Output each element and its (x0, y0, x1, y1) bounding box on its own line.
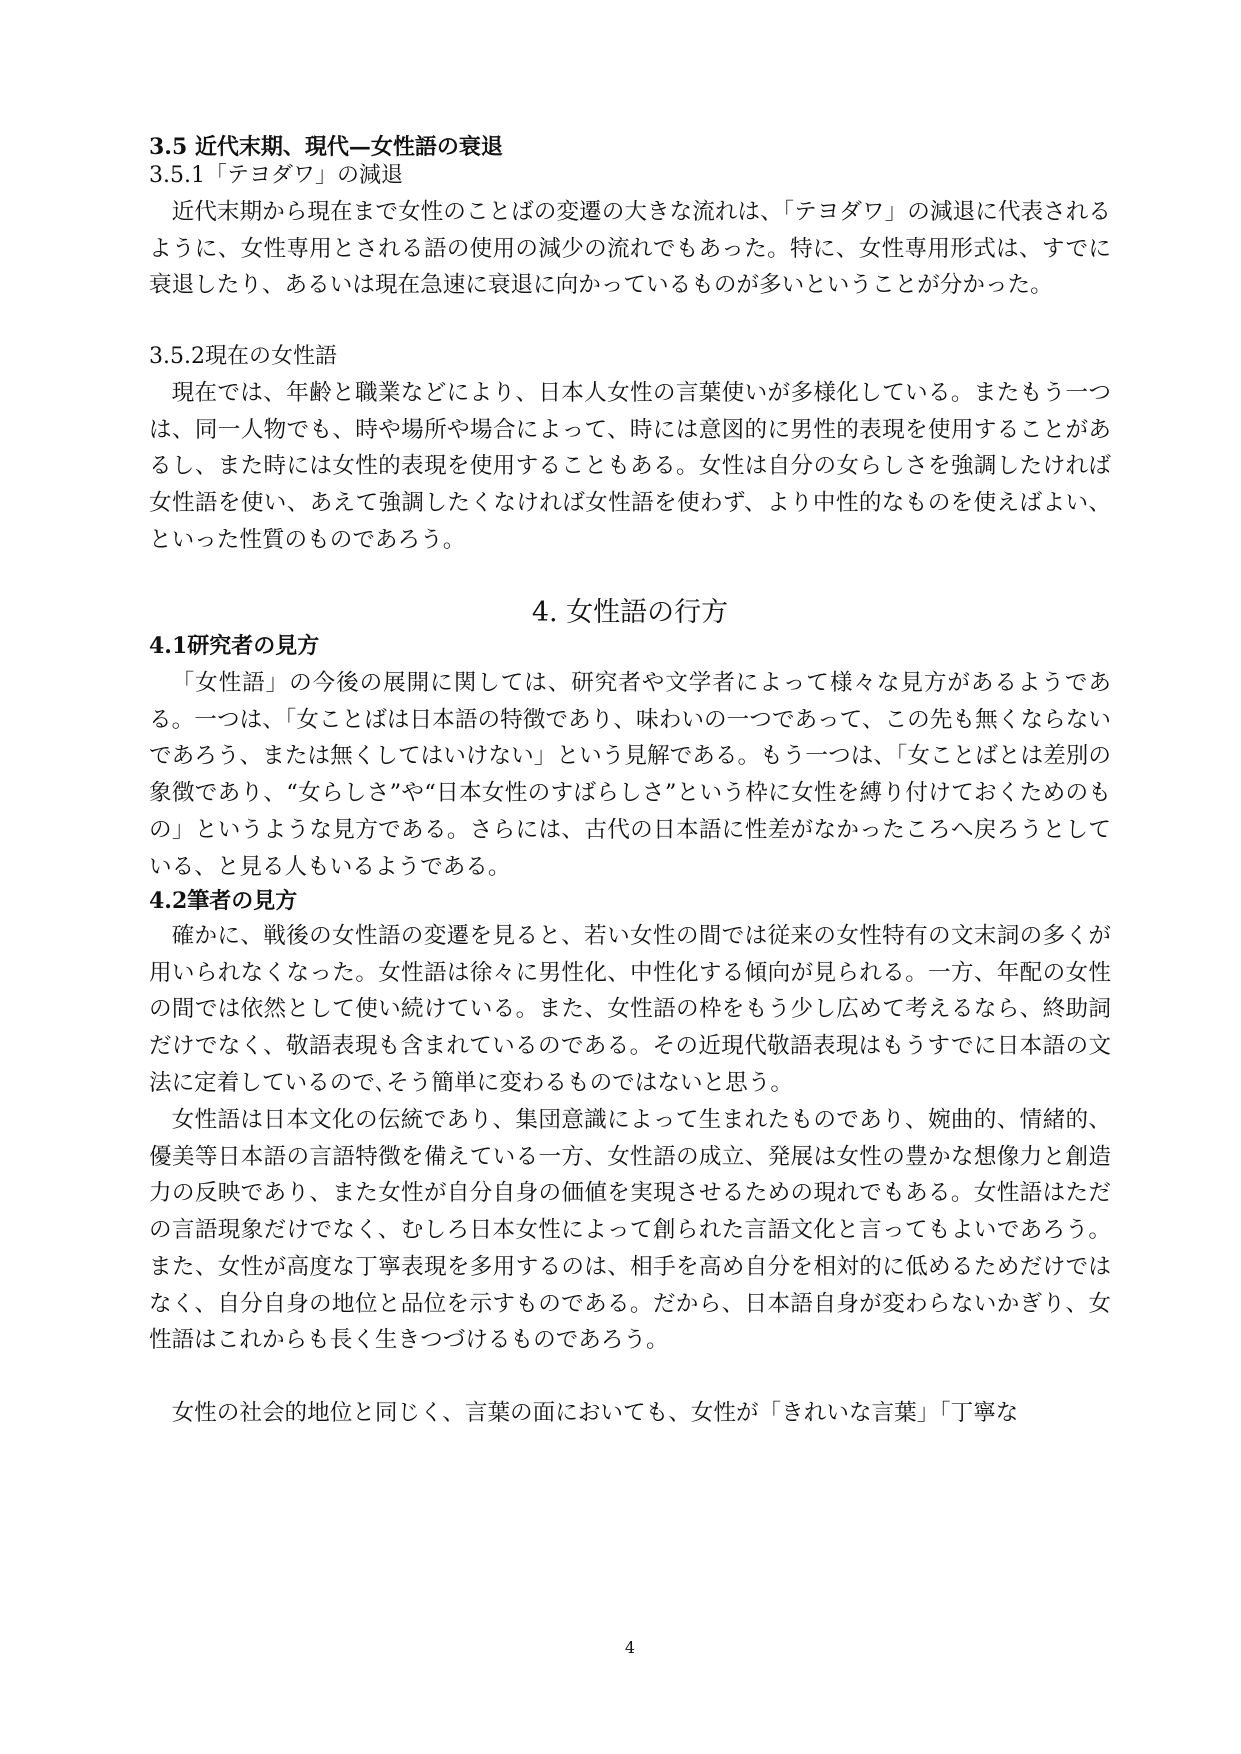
subsection-heading-3-5-1: 3.5.1「テヨダワ」の減退 (149, 163, 403, 188)
chapter-title-4: 4. 女性語の行方 (531, 597, 729, 628)
section-heading-4-2: 4.2筆者の見方 (149, 888, 298, 914)
paragraph-3-5-2: 現在では、年齢と職業などにより、日本人女性の言葉使いが多様化している。またもう一つは、同一人物でも、時や場所や場合によって、時には意図的に男性的表現を使用することがあるし、また時には女性的表現を使用することもある。女性は自分の女らしさを強調したければ女性語を使い、あえて強調したくなければ女性語を使わず、より中性的なものを使えばよい、といった性質のものであろう。 (149, 380, 1111, 553)
paragraph-4-1: 「女性語」の今後の展開に関しては、研究者や文学者によって様々な見方があるようである。一つは、「女ことばは日本語の特徴であり、味わいの一つであって、この先も無くならないであろう、または無くしてはいけない」という見解である。もう一つは、「女ことばとは差別の象徴であり、“女らしさ”や“日本女性のすばらしさ”という枠に女性を縛り付けておくためのもの」というような見方である。さらには、古代の日本語に性差がなかったころへ戻ろうとしている、と見る人もいるようである。 (149, 670, 1111, 880)
document-page (149, 0, 1111, 1754)
paragraph-4-2-3: 女性の社会的地位と同じく、言葉の面においても、女性が「きれいな言葉」「丁寧な (171, 1400, 1019, 1426)
subsection-heading-3-5-2: 3.5.2現在の女性語 (149, 344, 337, 369)
page-number: 4 (624, 1638, 636, 1657)
section-heading-4-1: 4.1研究者の見方 (149, 633, 320, 659)
paragraph-4-2-1: 確かに、戦後の女性語の変遷を見ると、若い女性の間では従来の女性特有の文末詞の多くが用いられなくなった。女性語は徐々に男性化、中性化する傾向が見られる。一方、年配の女性の間では依然として使い続けている。また、女性語の枠をもう少し広めて考えるなら、終助詞だけでなく、敬語表現も含まれているのである。その近現代敬語表現はもうすでに日本語の文法に定着しているので､そう簡単に変わるものではないと思う。 (149, 923, 1111, 1096)
paragraph-4-2-2: 女性語は日本文化の伝統であり、集団意識によって生まれたものであり、婉曲的、情緒的、優美等日本語の言語特徴を備えている一方、女性語の成立、発展は女性の豊かな想像力と創造力の反映であり、また女性が自分自身の価値を実現させるための現れでもある。女性語はただの言語現象だけでなく、むしろ日本女性によって創られた言語文化と言ってもよいであろう。また、女性が高度な丁寧表現を多用するのは、相手を高め自分を相対的に低めるためだけではなく、自分自身の地位と品位を示すものである。だから、日本語自身が変わらないかぎり、女性語はこれからも長く生きつづけるものであろう。 (149, 1107, 1111, 1354)
section-heading-3-5: 3.5 近代末期、現代—女性語の衰退 (149, 134, 503, 160)
paragraph-3-5-1: 近代末期から現在まで女性のことばの変遷の大きな流れは、「テヨダワ」の減退に代表されるように、女性専用とされる語の使用の減少の流れでもあった。特に、女性専用形式は、すでに衰退したり、あるいは現在急速に衰退に向かっているものが多いということが分かった。 (149, 199, 1111, 299)
